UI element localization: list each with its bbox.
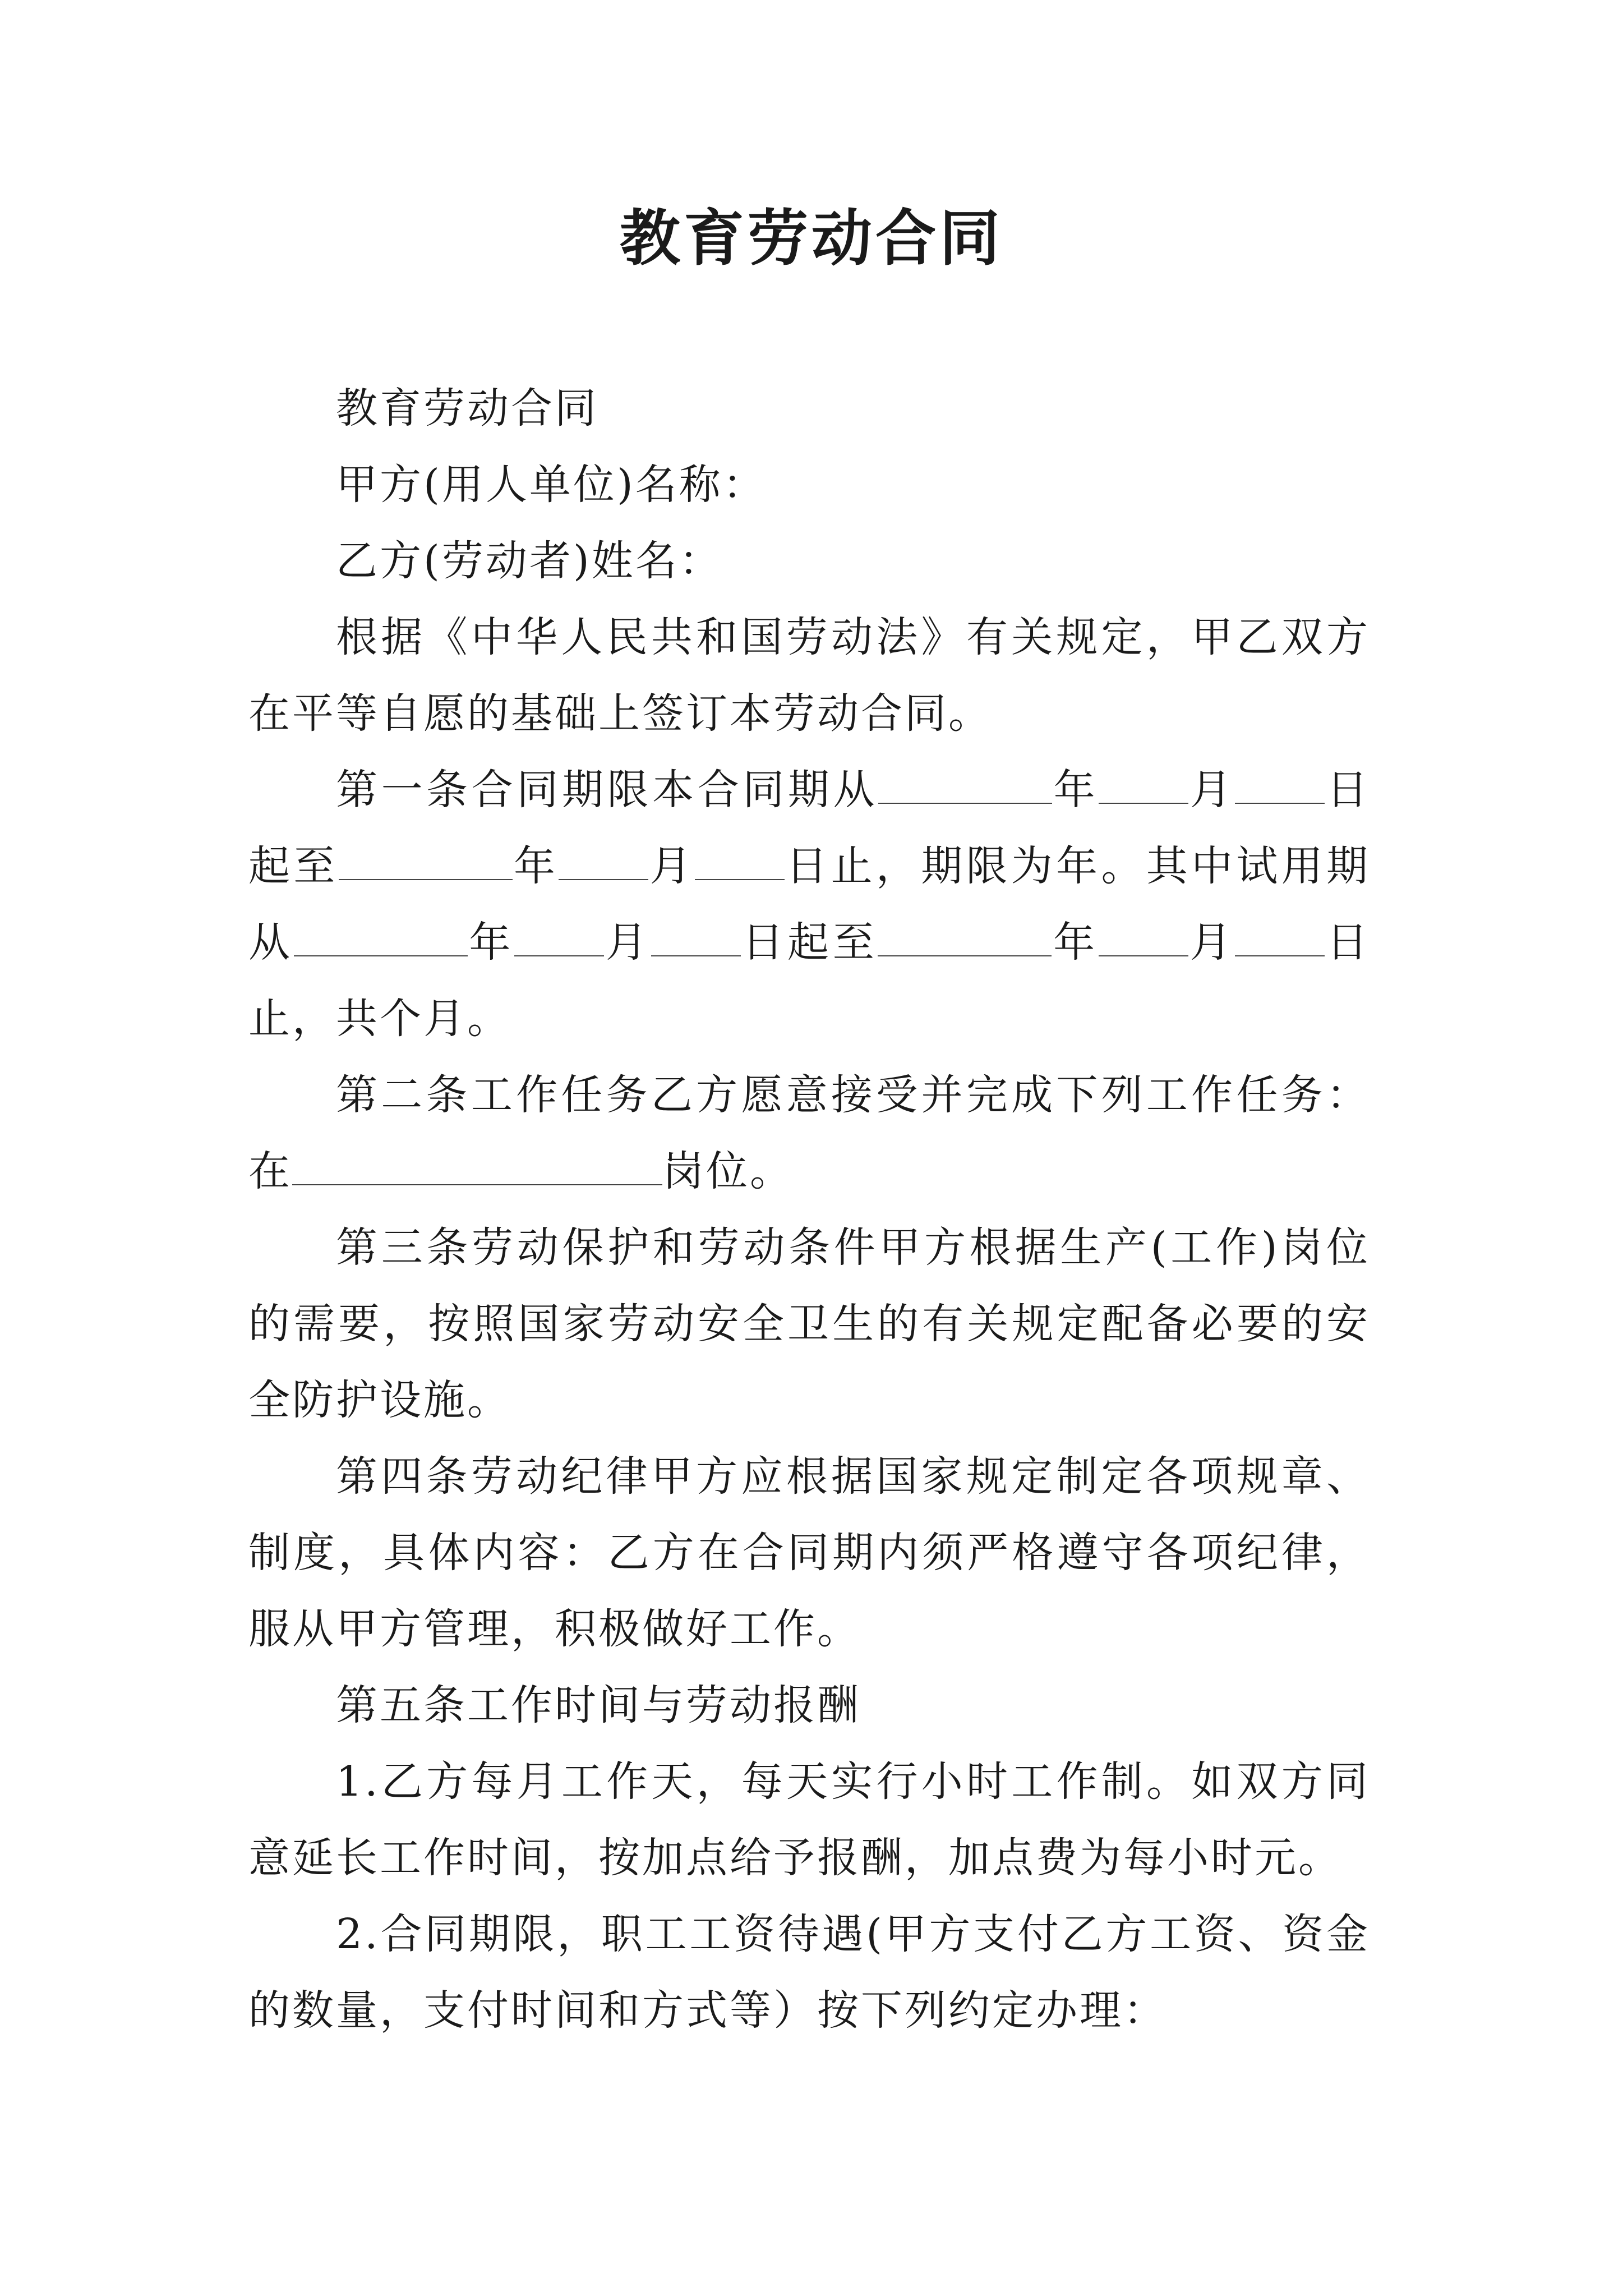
month-blank	[559, 840, 648, 880]
day-blank	[651, 916, 741, 956]
position-blank	[292, 1145, 662, 1185]
heading-line: 教育劳动合同	[336, 384, 598, 432]
month-blank	[1099, 763, 1188, 804]
article-3-paragraph: 第三条劳动保护和劳动条件甲方根据生产(工作)岗位的需要，按照国家劳动安全卫生的有关规定配备必要的安全防护设施。	[248, 1223, 1370, 1424]
article-5-title: 第五条工作时间与劳动报酬	[336, 1681, 861, 1729]
day-from-to-label: 日起至	[740, 918, 878, 967]
year-blank	[294, 916, 468, 956]
year-blank	[339, 840, 513, 880]
day-blank	[695, 840, 785, 880]
article-1-paragraph	[248, 752, 1370, 1057]
document-body	[248, 370, 1370, 2049]
month-blank	[514, 916, 604, 956]
day-blank	[1235, 916, 1325, 956]
article-2-text: 第二条工作任务乙方愿意接受并完成下列工作任务：在	[248, 1071, 1370, 1195]
year-label: 年	[512, 842, 559, 890]
day-from-label: 日起	[248, 766, 1371, 890]
year-label: 年	[1052, 766, 1099, 814]
article-5-item-2: 2.合同期限，职工工资待遇(甲方支付乙方工资、资金的数量，支付时间和方式等）按下列约定办理：	[248, 1910, 1370, 2035]
year-blank	[878, 763, 1052, 804]
month-label: 月	[1188, 766, 1235, 814]
article-2-paragraph	[248, 1057, 1370, 1209]
article-1-end: 共个月。	[336, 995, 511, 1043]
month-label: 月	[604, 918, 651, 967]
party-b-line: 乙方(劳动者)姓名：	[336, 537, 723, 585]
day-until-label: 日止，期限为年。其中试用期从	[248, 842, 1371, 967]
year-label: 年	[1052, 918, 1099, 967]
intro-paragraph: 根据《中华人民共和国劳动法》有关规定，甲乙双方在平等自愿的基础上签订本劳动合同。	[248, 613, 1370, 738]
article-5-item-1: 1.乙方每月工作天，每天实行小时工作制。如双方同意延长工作时间，按加点给予报酬，加点费为每小时元。	[248, 1757, 1370, 1882]
year-blank	[878, 916, 1052, 956]
month-label: 月	[1188, 918, 1235, 967]
year-label: 年	[467, 918, 515, 967]
party-a-line: 甲方(用人单位)名称：	[336, 461, 767, 509]
document-title: 教育劳动合同	[619, 203, 1003, 274]
day-until-end-label: 日止，	[248, 918, 1371, 1043]
article-2-end: 岗位。	[662, 1147, 794, 1195]
article-4-paragraph: 第四条劳动纪律甲方应根据国家规定制定各项规章、制度，具体内容：乙方在合同期内须严格遵守各项纪律，服从甲方管理，积极做好工作。	[248, 1452, 1370, 1653]
to-label: 至	[293, 842, 339, 890]
month-label: 月	[648, 842, 695, 890]
month-blank	[1099, 916, 1188, 956]
article-1-text: 第一条合同期限本合同期从	[336, 766, 879, 814]
day-blank	[1235, 763, 1325, 804]
